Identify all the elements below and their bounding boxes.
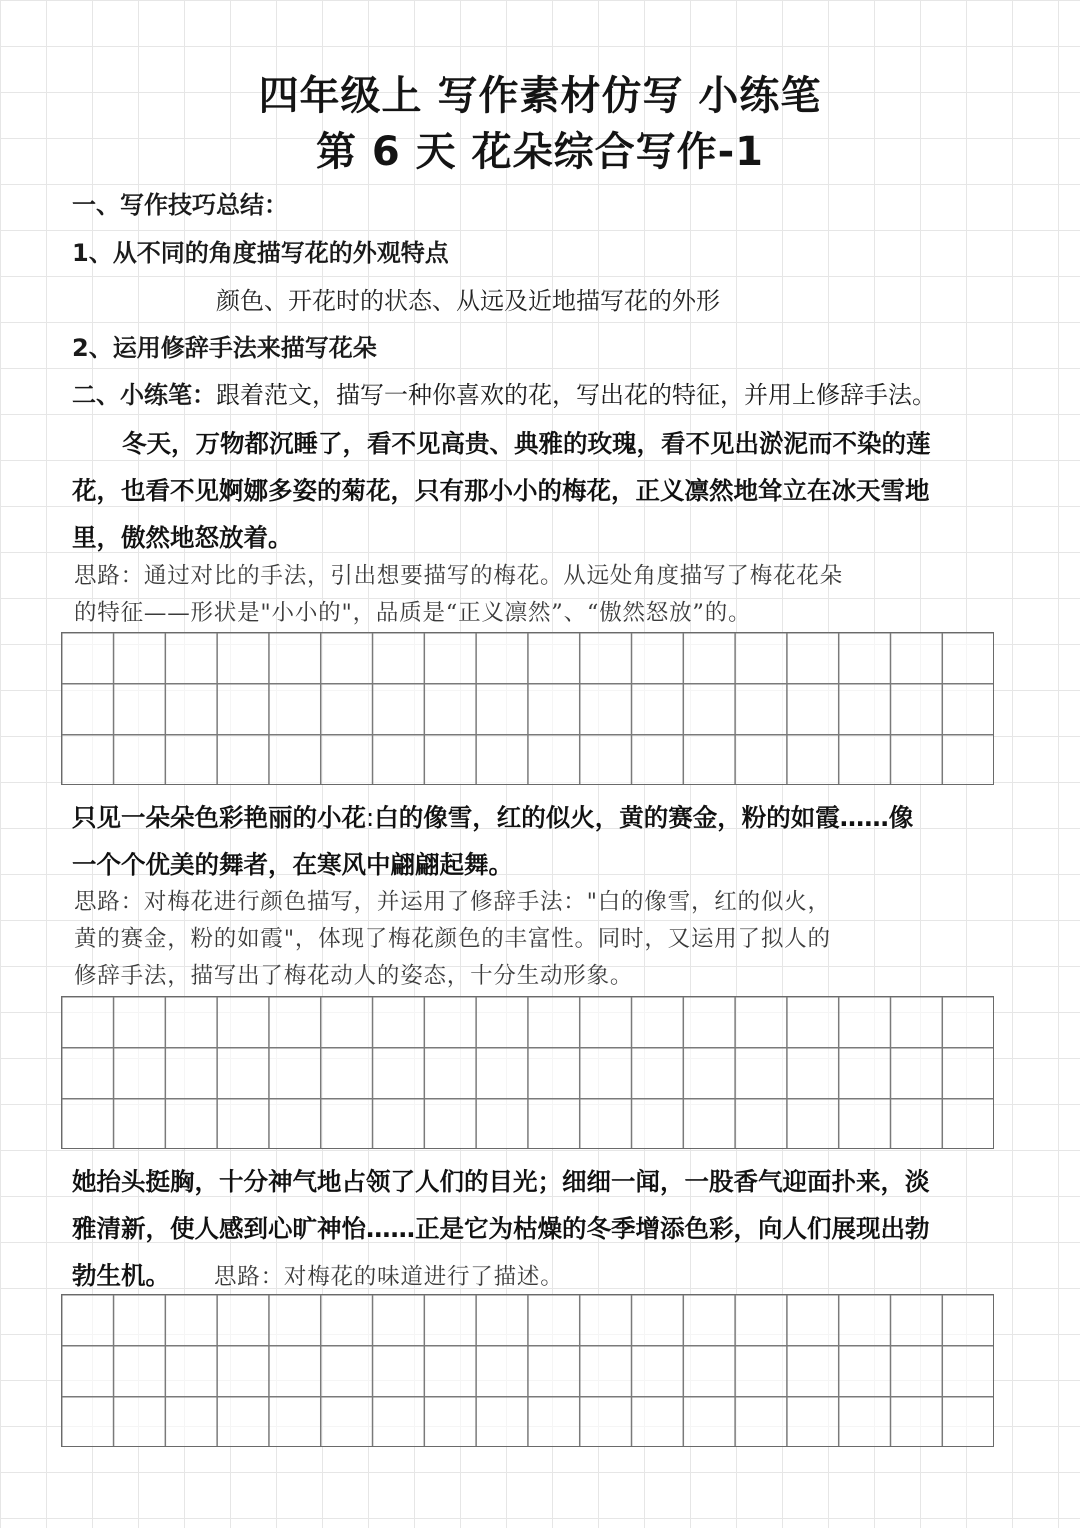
writing-grid-2[interactable] <box>61 996 994 1149</box>
hint-line: 黄的赛金，粉的如霞"，体现了梅花颜色的丰富性。同时，又运用了拟人的 <box>74 926 831 952</box>
page-subtitle: 第 6 天 花朵综合写作-1 <box>315 129 765 175</box>
hint-1 <box>74 558 1014 632</box>
hint-2 <box>74 884 1014 995</box>
tip-1-detail: 颜色、开花时的状态、从远及近地描写花的外形 <box>216 287 720 315</box>
writing-grid-1[interactable] <box>61 632 994 785</box>
model-passage-3 <box>72 1158 1012 1301</box>
section2-heading: 二、小练笔： <box>72 381 216 409</box>
passage-colon: : <box>366 803 375 832</box>
hint-line: 思路：通过对比的手法，引出想要描写的梅花。从远处角度描写了梅花花朵 <box>74 563 843 589</box>
section2-prompt <box>72 380 1032 410</box>
hint-line: 修辞手法，描写出了梅花动人的姿态，十分生动形象。 <box>74 963 634 989</box>
passage-last-line: 勃生机。 <box>72 1261 170 1290</box>
model-passage-1 <box>72 420 1012 561</box>
model-passage-2 <box>72 794 1012 888</box>
section2-instruction: 跟着范文，描写一种你喜欢的花，写出花的特征，并用上修辞手法。 <box>216 381 936 409</box>
passage-line <box>72 794 1012 841</box>
tip-1: 1、从不同的角度描写花的外观特点 <box>72 239 449 267</box>
passage-line: 她抬头挺胸，十分神气地占领了人们的目光；细细一闻，一股香气迎面扑来，淡 <box>72 1167 930 1196</box>
passage-line: 一个个优美的舞者，在寒风中翩翩起舞。 <box>72 850 513 879</box>
passage-line-rest: 白的像雪，红的似火，黄的赛金，粉的如霞……像 <box>374 803 914 832</box>
passage-line: 雅清新，使人感到心旷神怡……正是它为枯燥的冬季增添色彩，向人们展现出勃 <box>72 1214 930 1243</box>
passage-lead: 只见一朵朵色彩艳丽的小花 <box>72 803 366 832</box>
passage-line: 冬天，万物都沉睡了，看不见高贵、典雅的玫瑰，看不见出淤泥而不染的莲 <box>122 429 931 458</box>
hint-line: 的特征——形状是"小小的"，品质是“正义凛然”、“傲然怒放”的。 <box>74 600 752 626</box>
section1-heading: 一、写作技巧总结： <box>72 191 288 219</box>
passage-line: 花，也看不见婀娜多姿的菊花，只有那小小的梅花，正义凛然地耸立在冰天雪地 <box>72 476 930 505</box>
passage-line: 里，傲然地怒放着。 <box>72 523 293 552</box>
hint-3: 思路：对梅花的味道进行了描述。 <box>214 1264 564 1290</box>
page-title: 四年级上 写作素材仿写 小练笔 <box>258 73 822 119</box>
hint-line: 思路：对梅花进行颜色描写，并运用了修辞手法："白的像雪，红的似火， <box>74 889 831 915</box>
writing-grid-3[interactable] <box>61 1294 994 1447</box>
tip-2: 2、运用修辞手法来描写花朵 <box>72 334 377 362</box>
